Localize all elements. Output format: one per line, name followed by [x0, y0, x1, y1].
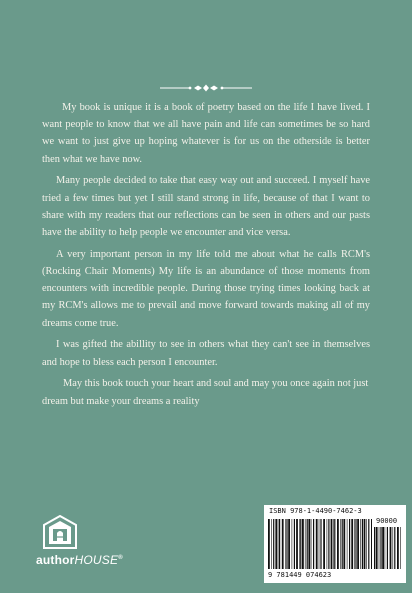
barcode-bar	[323, 519, 325, 569]
barcode-bar	[334, 519, 335, 569]
barcode-bar	[282, 519, 284, 569]
barcode-bar	[368, 519, 369, 569]
blurb-paragraph-4: I was gifted the abillity to see in others what they can't see in themselves and hope to bless each person I encounter.	[42, 339, 370, 368]
ean-digits: 9 781449 074623	[268, 571, 332, 579]
barcode-bar	[333, 519, 334, 569]
barcode-bar	[360, 519, 361, 569]
barcode-bar	[394, 527, 395, 569]
publisher-name-house: HOUSE	[74, 553, 119, 567]
barcode-bar	[343, 519, 345, 569]
barcode-bars-addon	[374, 527, 402, 569]
publisher-logo	[36, 515, 123, 577]
barcode-bar	[307, 519, 308, 569]
barcode-bar	[357, 519, 359, 569]
barcode-bar	[279, 519, 280, 569]
barcode-bar	[308, 519, 310, 569]
barcode-bar	[374, 527, 375, 569]
publisher-name-author: author	[36, 553, 75, 567]
barcode-bar	[271, 519, 272, 569]
barcode-bar	[354, 519, 355, 569]
barcode-bar	[397, 527, 399, 569]
barcode-bars-main	[268, 519, 372, 569]
blurb-paragraph-3: A very important person in my life told me about what he calls RCM's (Rocking Chair Moments) My life is an abundance of those moments from encounters with incredible people. During those trying times looking back at my RCM's allows me to prevail and move forward towards making all of my dreams come true.	[42, 248, 370, 329]
barcode-bar	[400, 527, 401, 569]
barcode-bar	[288, 519, 290, 569]
barcode-bar	[313, 519, 314, 569]
barcode-bar	[275, 519, 277, 569]
barcode-bar	[342, 519, 343, 569]
barcode-bar	[379, 527, 380, 569]
isbn-text: ISBN 978-1-4490-7462-3	[269, 507, 362, 515]
barcode-bar	[328, 519, 329, 569]
ornament-divider	[160, 83, 252, 93]
barcode-bar	[376, 527, 378, 569]
barcode-bar	[305, 519, 306, 569]
barcode-bar	[382, 527, 384, 569]
barcode-bar	[302, 519, 304, 569]
barcode-bar	[316, 519, 318, 569]
barcode-bar	[286, 519, 287, 569]
barcode-bar	[387, 527, 388, 569]
barcode-bar	[362, 519, 363, 569]
barcode-bar	[349, 519, 350, 569]
barcode-bar	[355, 519, 356, 569]
barcode-bar	[371, 519, 372, 569]
blurb-text	[42, 99, 370, 414]
price-code: 90000	[376, 517, 398, 525]
barcode-bar	[327, 519, 328, 569]
barcode-bar	[340, 519, 341, 569]
barcode-bar	[292, 519, 293, 569]
barcode-bar	[285, 519, 286, 569]
barcode-bar	[331, 519, 333, 569]
barcode-bar	[347, 519, 348, 569]
publisher-name	[36, 553, 123, 567]
barcode-bar	[278, 519, 279, 569]
barcode-bar	[393, 527, 394, 569]
barcode-bar	[299, 519, 300, 569]
barcode-bar	[319, 519, 320, 569]
barcode-bar	[268, 519, 270, 569]
registered-mark: ®	[118, 555, 123, 561]
house-logo-icon	[43, 515, 77, 549]
barcode-bar	[311, 519, 312, 569]
barcode-bar	[364, 519, 366, 569]
barcode-bar	[296, 519, 298, 569]
barcode-bar	[294, 519, 295, 569]
barcode-bar	[320, 519, 321, 569]
barcode-bar	[351, 519, 353, 569]
blurb-paragraph-2: Many people decided to take that easy way out and succeed. I myself have tried a few times but yet I still stand strong in life, because of that I want to share with my readers that our reflections can be seen in others and our pasts have the ability to help people we encounter and vice versa.	[42, 175, 370, 239]
barcode-bar	[337, 519, 339, 569]
barcode-bar	[385, 527, 386, 569]
blurb-paragraph-1: My book is unique it is a book of poetry based on the life I have lived. I want people to know that we all have pain and life can sometimes be so hard we want to just give up hoping whatever is for us on the otherside is better then what we have now.	[42, 102, 370, 165]
barcode-bar	[390, 527, 392, 569]
blurb-paragraph-5: May this book touch your heart and soul and may you once again not just dream but make your dreams a reality	[42, 378, 369, 407]
isbn-barcode	[264, 505, 406, 583]
barcode-bar	[300, 519, 301, 569]
barcode-bar	[366, 519, 367, 569]
barcode-bar	[273, 519, 274, 569]
barcode-bar	[380, 527, 381, 569]
